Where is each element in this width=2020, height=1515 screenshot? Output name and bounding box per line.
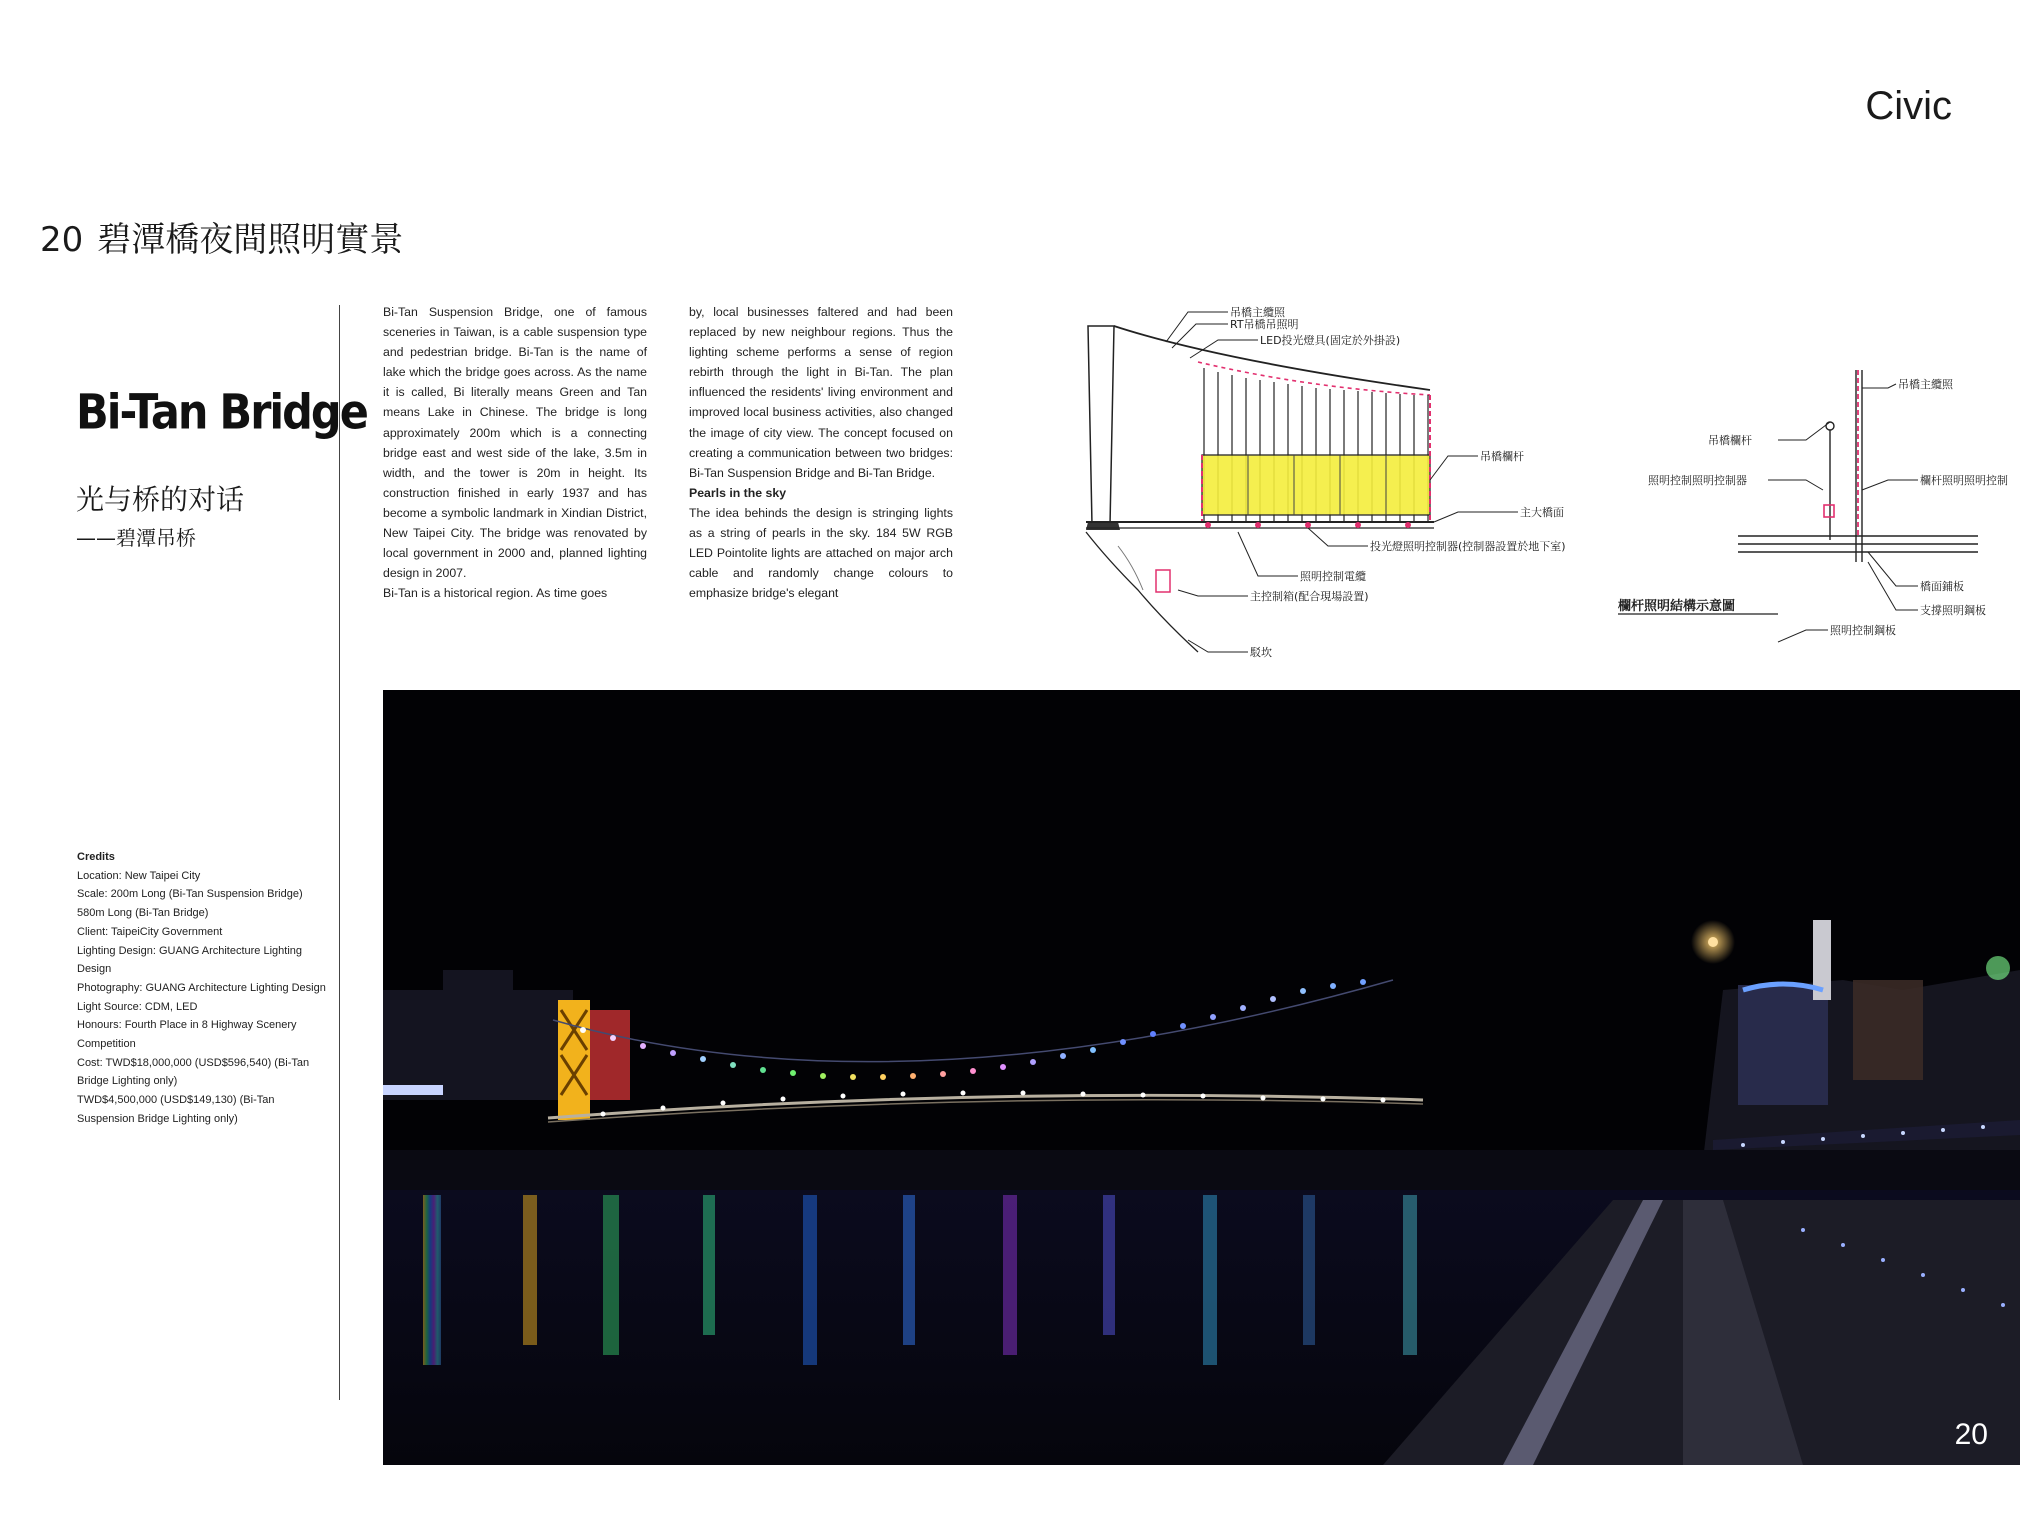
credits-line: Honours: Fourth Place in 8 Highway Scenery Competition (77, 1019, 297, 1051)
sketch-detail-label: 支撐照明鋼板 (1920, 604, 1986, 617)
body-paragraph: Bi-Tan Suspension Bridge, one of famous sceneries in Taiwan, is a cable suspension type and pedestrian bridge. Bi-Tan is the name of lake which the bridge goes across. As the name it is called, Bi literally means Green and Tan means Lake in Chinese. The bridge is long approximately 200m which is a connecting bridge east and west side of the lake, 3.5m in width, and the tower is 20m in height. Its construction finished in early 1937 and has become a symbolic landmark in Xindian District, New Taipei City. The bridge was renovated by local government in 2000 and, planned lighting design in 2007. (383, 305, 647, 581)
sketch-label: 主控制箱(配合現場設置) (1250, 590, 1369, 603)
sketch-label: 駁坎 (1250, 646, 1272, 659)
credits-line: Cost: TWD$18,000,000 (USD$596,540) (Bi-Tan Bridge Lighting only) (77, 1056, 310, 1088)
sketch-label: 主大橋面 (1520, 506, 1564, 519)
sketch-detail-label: 照明控制照明控制器 (1648, 474, 1747, 487)
credits-heading: Credits (77, 851, 115, 863)
section-label: Civic (1865, 84, 1952, 128)
sketch-detail-caption: 欄杆照明結構示意圖 (1618, 599, 1736, 614)
page-heading (40, 212, 403, 261)
sketch-label: 吊橋主纜照 (1230, 306, 1285, 319)
body-column-1 (383, 302, 647, 603)
credits-line: Location: New Taipei City (77, 869, 201, 882)
credits-block (77, 848, 335, 1129)
page-heading-number: 20 (40, 220, 84, 260)
night-scene (383, 690, 2020, 1465)
project-subtitle: 光与桥的对话 (76, 483, 245, 516)
project-subtitle-2: ——碧潭吊桥 (76, 526, 196, 550)
sketch-label: 照明控制電纜 (1300, 570, 1366, 583)
credits-line: Photography: GUANG Architecture Lighting Design (77, 981, 326, 994)
sketch-detail-label: 欄杆照明照明控制 (1920, 474, 2008, 487)
page-number: 20 (1954, 1418, 1988, 1451)
credits-line: Light Source: CDM, LED (77, 1000, 198, 1013)
sketch-label: 投光燈照明控制器(控制器設置於地下室) (1370, 540, 1566, 553)
credits-line: Scale: 200m Long (Bi-Tan Suspension Bridge) (77, 888, 303, 901)
vertical-divider (339, 305, 340, 1400)
credits-line: Client: TaipeiCity Government (77, 925, 223, 938)
credits-line: 580m Long (Bi-Tan Bridge) (77, 907, 209, 920)
body-paragraph: Bi-Tan is a historical region. As time goes (383, 586, 608, 601)
lighting-sketch (1078, 300, 2020, 660)
body-paragraph: The idea behinds the design is stringing lights as a string of pearls in the sky. 184 5W RGB LED Pointolite lights are attached on major arch cable and randomly change colours to emphasize bridge's elegant (689, 505, 953, 601)
page-heading-title: 碧潭橋夜間照明實景 (97, 220, 404, 260)
sketch-label: RT吊橋吊照明 (1230, 318, 1299, 331)
sketch-detail-label: 吊橋主纜照 (1898, 378, 1953, 391)
project-title: Bi-Tan Bridge (76, 385, 367, 441)
sketch-detail-label: 吊橋欄杆 (1708, 434, 1752, 447)
body-subheading: Pearls in the sky (689, 485, 787, 500)
sketch-detail-label: 橋面鋪板 (1920, 580, 1964, 593)
credits-line: TWD$4,500,000 (USD$149,130) (Bi-Tan Suspension Bridge Lighting only) (77, 1094, 275, 1125)
sketch-drawing (1078, 300, 2020, 660)
sketch-label: LED投光燈具(固定於外掛設) (1260, 334, 1401, 347)
sketch-label: 吊橋欄杆 (1480, 450, 1524, 463)
sketch-detail-label: 照明控制鋼板 (1830, 624, 1896, 637)
body-column-2 (689, 302, 953, 603)
night-bridge-photo (383, 690, 2020, 1465)
credits-line: Lighting Design: GUANG Architecture Lighting Design (77, 944, 303, 976)
body-paragraph: by, local businesses faltered and had been replaced by new neighbour regions. Thus the lighting scheme performs a sense of region rebirth through the light in Bi-Tan. The plan influenced the residents' living environment and improved local business activities, also changed the image of city view. The concept focused on creating a communication between two bridges: Bi-Tan Suspension Bridge and Bi-Tan Bridge. (689, 305, 953, 480)
